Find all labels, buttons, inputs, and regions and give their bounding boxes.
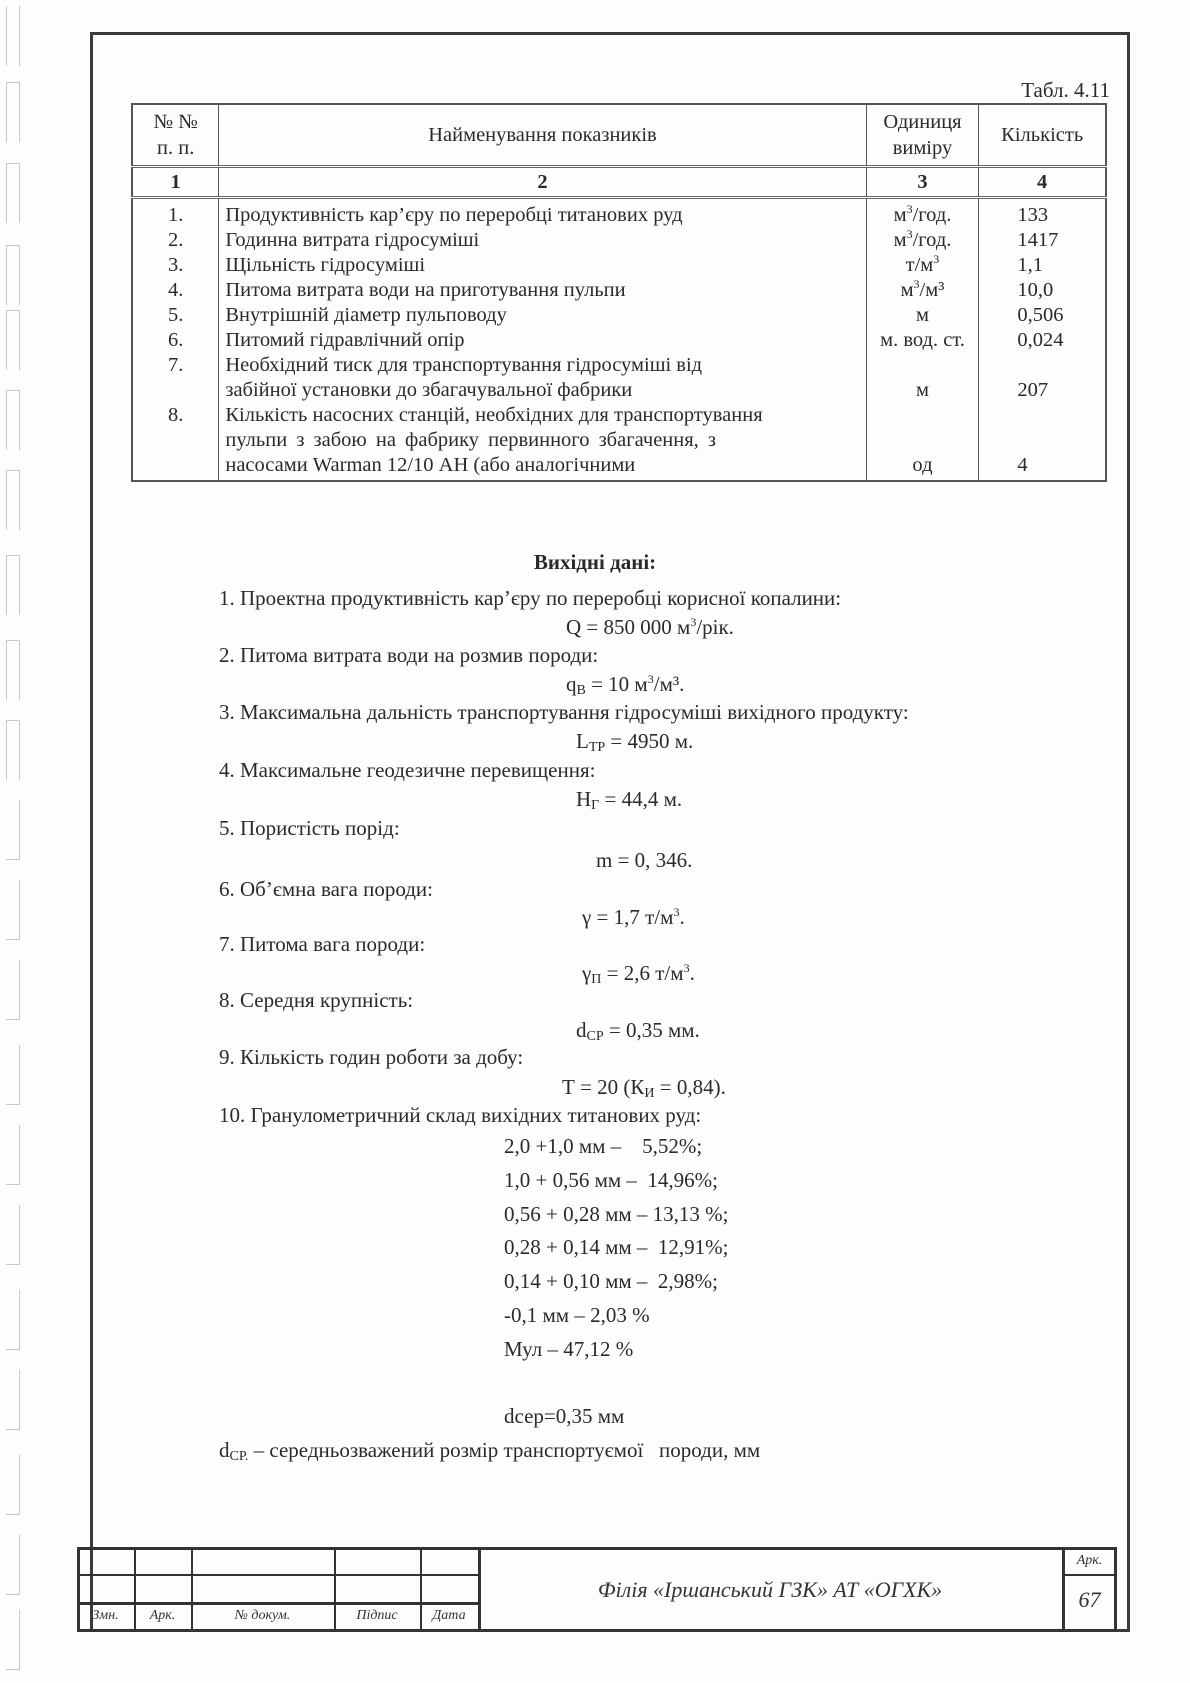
table-row bbox=[132, 403, 1106, 481]
row-qty: 1,1 bbox=[979, 253, 1106, 278]
sheet-label: Арк. bbox=[1076, 1553, 1103, 1568]
initial-item-formula: Q = 850 000 $м^3$/рік. bbox=[566, 615, 734, 639]
binding-mark bbox=[6, 880, 20, 940]
section-title: Вихідні дані: bbox=[533, 550, 657, 574]
row-num: 4. bbox=[132, 278, 219, 303]
binding-mark bbox=[6, 1125, 20, 1185]
granulometry-line: 0,28 + 0,14 мм – 12,91%; bbox=[504, 1235, 729, 1259]
granulometry-line: 1,0 + 0,56 мм – 14,96%; bbox=[504, 1168, 718, 1192]
table-row bbox=[132, 253, 1106, 278]
label-date: Дата bbox=[432, 1608, 466, 1623]
binding-mark bbox=[6, 163, 20, 223]
granulometry-line: -0,1 мм – 2,03 % bbox=[504, 1303, 650, 1327]
label-sheet: Арк. bbox=[149, 1608, 176, 1623]
table-row bbox=[132, 353, 1106, 403]
organization-name: Філія «Іршанський ГЗК» АТ «ОГХК» bbox=[597, 1576, 943, 1602]
table-row bbox=[132, 198, 1106, 229]
binding-mark bbox=[6, 6, 20, 66]
row-name: Годинна витрата гідросуміші bbox=[219, 228, 866, 253]
binding-mark bbox=[6, 245, 20, 305]
column-numbers-row bbox=[132, 167, 1106, 198]
granulometry-line: 0,56 + 0,28 мм – 13,13 %; bbox=[504, 1202, 729, 1226]
initial-item-formula: $d_{СР} = 0,35$ мм. bbox=[576, 1018, 700, 1044]
sheet-number: 67 bbox=[1078, 1587, 1101, 1612]
initial-item-label: 9. Кількість годин роботи за добу: bbox=[219, 1045, 524, 1069]
row-name: Питома витрата води на приготування пульпи bbox=[219, 278, 866, 303]
header-name: Найменування показників bbox=[219, 104, 866, 167]
title-block-rule bbox=[77, 1574, 478, 1576]
table-row bbox=[132, 278, 1106, 303]
row-name: Щільність гідросуміші bbox=[219, 253, 866, 278]
row-name: Кількість насосних станцій, необхідних для транспортування пульпи з забою на фабрику первинного збагачення, з насосами Warman 12/10 АН (або аналогічними bbox=[219, 403, 866, 481]
row-unit: $т/м^3$ bbox=[866, 253, 979, 278]
initial-item-label: 8. Середня крупність: bbox=[219, 988, 414, 1012]
row-qty: 0,024 bbox=[979, 328, 1106, 353]
initial-item-formula: $q_В = 10$ $м^3/м^3$. bbox=[566, 672, 685, 698]
binding-mark bbox=[6, 1370, 20, 1430]
row-unit: $м^3$/год. bbox=[866, 228, 979, 253]
row-num: 8. bbox=[132, 403, 219, 481]
row-qty: 207 bbox=[979, 353, 1106, 403]
dser-value: dсер=0,35 мм bbox=[504, 1404, 625, 1428]
label-signature: Підпис bbox=[356, 1608, 398, 1623]
table-row bbox=[132, 228, 1106, 253]
row-qty: 1417 bbox=[979, 228, 1106, 253]
binding-marks bbox=[6, 0, 26, 1683]
label-doc-number: № докум. bbox=[234, 1608, 291, 1623]
dser-definition: $d_{СР.}$ – середньозважений розмір транспортуємої породи, мм bbox=[219, 1438, 761, 1464]
title-block-rule bbox=[77, 1602, 478, 1605]
initial-item-label: 4. Максимальне геодезичне перевищення: bbox=[219, 758, 596, 782]
initial-item-label: 7. Питома вага породи: bbox=[219, 932, 426, 956]
binding-mark bbox=[6, 1205, 20, 1265]
initial-item-formula: $L_{ТР} = 4950$ м. bbox=[576, 729, 694, 755]
row-num: 1. bbox=[132, 198, 219, 229]
initial-item-formula: $H_Г = 44,4$ м. bbox=[576, 787, 683, 813]
header-num: № № п. п. bbox=[132, 104, 219, 167]
header-qty: Кількість bbox=[979, 104, 1106, 167]
indicators-table bbox=[131, 103, 1107, 482]
binding-mark bbox=[6, 1045, 20, 1105]
binding-mark bbox=[6, 800, 20, 860]
binding-mark bbox=[6, 720, 20, 780]
table-caption: Табл. 4.11 bbox=[1021, 78, 1110, 102]
initial-item-formula: $\gamma_П = 2,6$ $т/м^3$. bbox=[582, 961, 695, 987]
granulometry-line: 0,14 + 0,10 мм – 2,98%; bbox=[504, 1269, 718, 1293]
row-unit: од bbox=[866, 403, 979, 481]
binding-mark bbox=[6, 1610, 20, 1670]
column-number: 3 bbox=[866, 167, 979, 198]
row-qty: 133 bbox=[979, 198, 1106, 229]
binding-mark bbox=[6, 960, 20, 1020]
binding-mark bbox=[6, 310, 20, 370]
binding-mark bbox=[6, 1455, 20, 1515]
header-unit: Одиниця виміру bbox=[866, 104, 979, 167]
row-num: 7. bbox=[132, 353, 219, 403]
row-qty: 10,0 bbox=[979, 278, 1106, 303]
initial-item-label: 10. Гранулометричний склад вихідних титанових руд: bbox=[219, 1103, 702, 1127]
column-number: 2 bbox=[219, 167, 866, 198]
column-number: 1 bbox=[132, 167, 219, 198]
row-name: Внутрішній діаметр пульповоду bbox=[219, 303, 866, 328]
initial-item-formula: Т = 20 $(К_И = 0,84)$. bbox=[562, 1075, 726, 1101]
row-num: 3. bbox=[132, 253, 219, 278]
label-change: Змн. bbox=[92, 1608, 119, 1623]
initial-item-formula: m = 0, 346. bbox=[596, 848, 693, 872]
granulometry-line: 2,0 +1,0 мм – 5,52%; bbox=[504, 1134, 703, 1158]
binding-mark bbox=[6, 390, 20, 450]
row-name: Питомий гідравлічний опір bbox=[219, 328, 866, 353]
row-num: 6. bbox=[132, 328, 219, 353]
table-row bbox=[132, 303, 1106, 328]
title-block bbox=[77, 1547, 1117, 1632]
table-header-row bbox=[132, 104, 1106, 167]
row-qty: 0,506 bbox=[979, 303, 1106, 328]
column-number: 4 bbox=[979, 167, 1106, 198]
title-block-rule bbox=[1062, 1574, 1117, 1576]
binding-mark bbox=[6, 1535, 20, 1595]
initial-item-label: 2. Питома витрата води на розмив породи: bbox=[219, 643, 599, 667]
initial-item-label: 1. Проектна продуктивність кар’єру по переробці корисної копалини: bbox=[219, 586, 842, 610]
row-unit: м. вод. ст. bbox=[866, 328, 979, 353]
table-row bbox=[132, 328, 1106, 353]
row-unit: $м^3/м^3$ bbox=[866, 278, 979, 303]
binding-mark bbox=[6, 82, 20, 142]
row-unit: м bbox=[866, 303, 979, 328]
initial-item-label: 5. Пористість порід: bbox=[219, 816, 400, 840]
initial-item-formula: γ = 1,7 $т/м^3$. bbox=[582, 905, 685, 929]
row-num: 2. bbox=[132, 228, 219, 253]
initial-item-label: 6. Об’ємна вага породи: bbox=[219, 877, 433, 901]
binding-mark bbox=[6, 470, 20, 530]
binding-mark bbox=[6, 640, 20, 700]
row-unit: м bbox=[866, 353, 979, 403]
initial-item-label: 3. Максимальна дальність транспортування гідросуміші вихідного продукту: bbox=[219, 700, 909, 724]
row-qty: 4 bbox=[979, 403, 1106, 481]
row-name: Продуктивність кар’єру по переробці титанових руд bbox=[219, 198, 866, 229]
binding-mark bbox=[6, 1290, 20, 1350]
row-name: Необхідний тиск для транспортування гідросуміші від забійної установки до збагачувальної фабрики bbox=[219, 353, 866, 403]
row-unit: $м^3$/год. bbox=[866, 198, 979, 229]
row-num: 5. bbox=[132, 303, 219, 328]
granulometry-line: Мул – 47,12 % bbox=[504, 1337, 634, 1361]
